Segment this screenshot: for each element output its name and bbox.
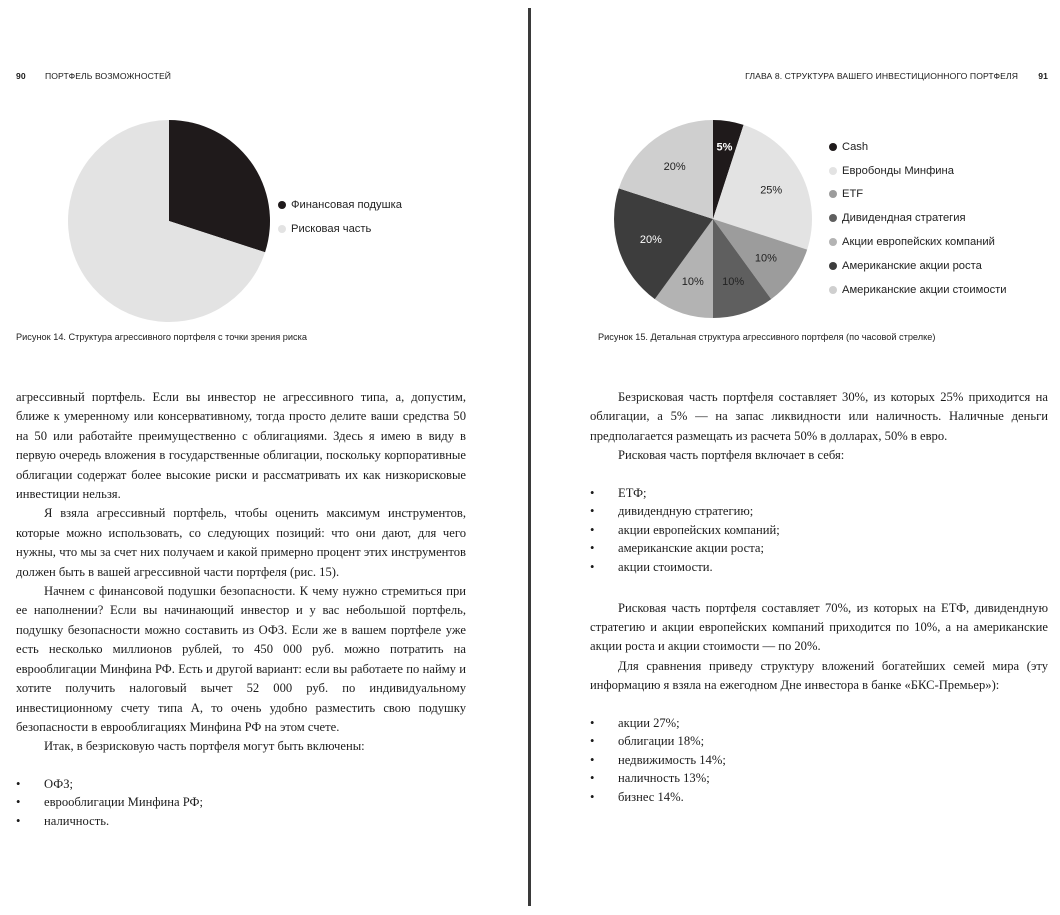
legend-item [278, 193, 402, 217]
legend-label: Финансовая подушка [291, 198, 402, 211]
legend-swatch-icon [829, 167, 837, 175]
running-head-left: ПОРТФЕЛЬ ВОЗМОЖНОСТЕЙ [45, 71, 172, 81]
paragraph: Для сравнения приведу структуру вложений богатейших семей мира (эту информацию я взяла на ежегодном Дне инвестора в банке «БКС-Премьер»): [590, 658, 1048, 693]
list-item: • наличность 13%; [590, 769, 1048, 788]
left-page [0, 0, 528, 915]
legend-item [829, 183, 1007, 207]
legend-item [829, 159, 1007, 183]
slice-label: 20% [663, 161, 686, 174]
list-item: • ЕТФ; [590, 484, 1048, 503]
list-item: • облигации 18%; [590, 732, 1048, 751]
legend-swatch-icon [829, 238, 837, 246]
slice-label: 10% [722, 276, 745, 289]
legend-label: Американские акции стоимости [842, 283, 1007, 296]
list-item: • ОФЗ; [16, 775, 466, 794]
list-item: • акции европейских компаний; [590, 521, 1048, 540]
figure-caption-15: Рисунок 15. Детальная структура агрессивного портфеля (по часовой стрелке) [598, 332, 936, 342]
legend-label: Евробонды Минфина [842, 164, 954, 177]
legend-risk-structure [278, 193, 402, 241]
legend-swatch-icon [829, 286, 837, 294]
body-text-right [590, 388, 1048, 807]
pie-chart-detailed-structure [612, 118, 814, 320]
list-item: • американские акции роста; [590, 539, 1048, 558]
legend-swatch-icon [278, 201, 286, 209]
book-spine-divider [528, 8, 531, 906]
list-item: • акции 27%; [590, 714, 1048, 733]
slice-label: 20% [639, 234, 662, 247]
legend-label: Рисковая часть [291, 222, 372, 235]
legend-detailed-structure [829, 135, 1007, 302]
legend-swatch-icon [278, 225, 286, 233]
paragraph: Безрисковая часть портфеля составляет 30%, из которых 25% приходится на облигации, а 5% — на запас ликвидности или наличность. Наличные деньги предполагается размещать из расчета 50% в долларах, 50% в евро. [590, 390, 1048, 443]
legend-item [829, 278, 1007, 302]
paragraph: Рисковая часть портфеля составляет 70%, из которых на ЕТФ, дивидендную стратегию и акции европейских компаний приходится по 10%, а на американские акции роста и акции стоимости — по 20%. [590, 600, 1048, 654]
slice-label: 5% [716, 141, 733, 154]
legend-label: Американские акции роста [842, 259, 982, 272]
slice-label: 10% [754, 252, 777, 265]
legend-item [829, 135, 1007, 159]
list-item: • акции стоимости. [590, 558, 1048, 577]
list-item: • бизнес 14%. [590, 788, 1048, 807]
risky-instruments-list [590, 484, 1048, 577]
legend-swatch-icon [829, 262, 837, 270]
list-item: • недвижимость 14%; [590, 751, 1048, 770]
slice-label: 10% [681, 276, 704, 289]
list-item: • наличность. [16, 812, 466, 831]
legend-item [829, 230, 1007, 254]
wealthy-families-allocation-list [590, 714, 1048, 807]
paragraph: агрессивный портфель. Если вы инвестор не агрессивного типа, а, допустим, ближе к умеренному или консервативному, тогда просто делите ваши средства 50 на 50 или работайте преимущественно с облигациями. Здесь я имею в виду в первую очередь вложения в государственные облигации, поскольку корпоративные облигации содержат более высокие риски и рассматривать их как низкорисковые инвестиции нельзя. [16, 390, 466, 502]
legend-label: Акции европейских компаний [842, 236, 995, 249]
legend-label: Дивидендная стратегия [842, 212, 966, 225]
running-head-right: ГЛАВА 8. СТРУКТУРА ВАШЕГО ИНВЕСТИЦИОННОГО ПОРТФЕЛЯ [745, 71, 1018, 81]
list-item: • дивидендную стратегию; [590, 502, 1048, 521]
paragraph: Итак, в безрисковую часть портфеля могут быть включены: [44, 739, 365, 754]
legend-item [278, 217, 402, 241]
legend-swatch-icon [829, 190, 837, 198]
page-number-right: 91 [1038, 71, 1048, 81]
paragraph: Рисковая часть портфеля включает в себя: [618, 448, 845, 463]
figure-caption-14: Рисунок 14. Структура агрессивного портфеля с точки зрения риска [16, 332, 307, 342]
right-page [532, 0, 1060, 915]
list-item: • еврооблигации Минфина РФ; [16, 793, 466, 812]
paragraph: Начнем с финансовой подушки безопасности. К чему нужно стремиться при ее наполнении? Если вы начинающий инвестор и у вас небольшой портфель, подушку безопасности можно составить из ОФЗ. Если же в вашем портфеле уже есть несколько миллионов рублей, то 450 000 руб. можно потратить на еврооблигации Минфина РФ. Есть и другой вариант: если вы работаете по найму и хотите получить налоговый вычет 52 000 руб. по индивидуальному инвестиционному счету типа А, то очень удобно разместить свою подушку безопасности в еврооблигациях Минфина РФ на этом счете. [16, 584, 466, 734]
legend-swatch-icon [829, 143, 837, 151]
legend-item [829, 254, 1007, 278]
riskless-instruments-list [16, 775, 466, 831]
pie-chart-risk-structure [66, 118, 272, 324]
legend-item [829, 206, 1007, 230]
slice-label: 25% [760, 184, 783, 197]
paragraph: Я взяла агрессивный портфель, чтобы оценить максимум инструментов, которые можно использовать, со следующих позиций: что они дают, для чего нужны, что мы за счет них получаем и какой примерно процент этих инструментов должен быть в вашей агрессивной части портфеля (рис. 15). [16, 506, 466, 579]
legend-label: ETF [842, 188, 864, 201]
legend-swatch-icon [829, 214, 837, 222]
body-text-left [16, 388, 466, 831]
legend-label: Cash [842, 140, 869, 153]
page-number-left: 90 [16, 71, 26, 81]
